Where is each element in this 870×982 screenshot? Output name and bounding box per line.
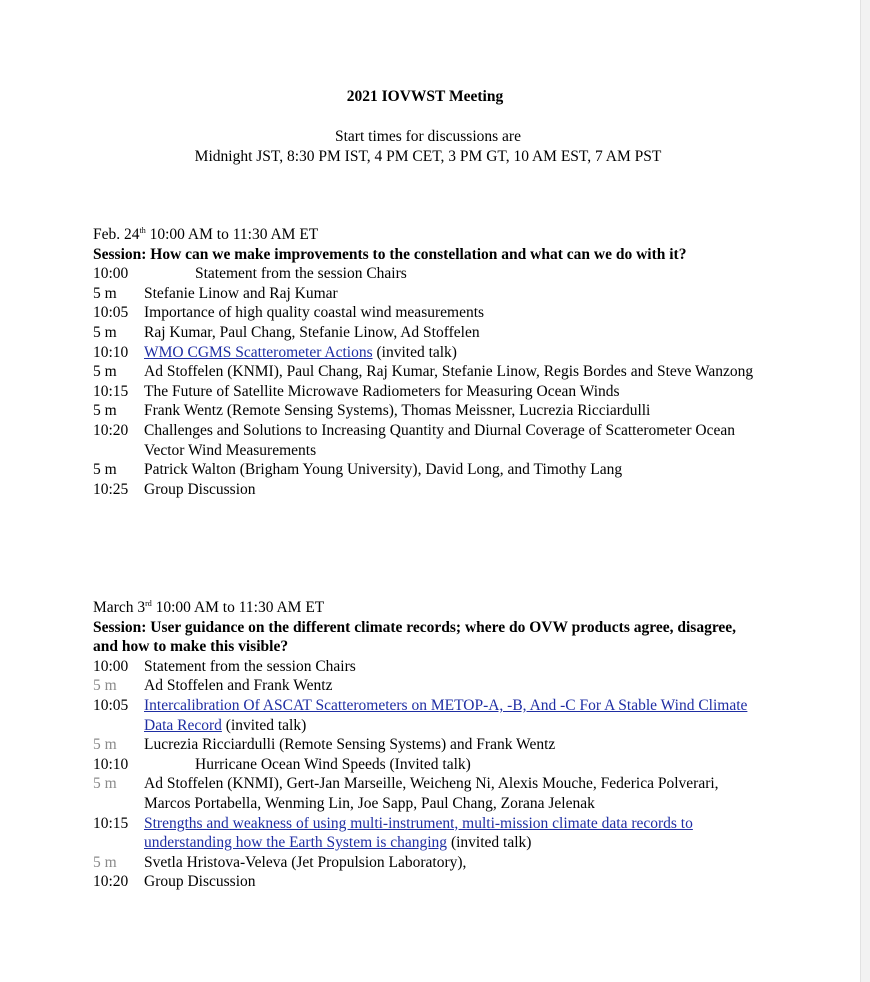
agenda-time: 5 m (93, 323, 117, 341)
agenda-time: 10:10 (93, 755, 129, 773)
agenda-row (93, 421, 763, 460)
session-date-part: 10:00 AM to 11:30 AM ET (145, 226, 319, 243)
agenda-row (93, 735, 763, 755)
session-date-part: 10:00 AM to 11:30 AM ET (151, 599, 325, 616)
agenda-row (93, 696, 763, 735)
agenda-text: Lucrezia Ricciardulli (Remote Sensing Systems) and Frank Wentz (144, 736, 556, 754)
agenda-time: 5 m (93, 284, 117, 302)
agenda-text: Svetla Hristova-Veleva (Jet Propulsion Laboratory), (144, 853, 467, 871)
agenda-text: (invited talk) (447, 834, 532, 852)
agenda-text: Frank Wentz (Remote Sensing Systems), Thomas Meissner, Lucrezia Ricciardulli (144, 402, 651, 420)
agenda-row (93, 814, 763, 853)
agenda-text: Ad Stoffelen and Frank Wentz (144, 677, 333, 695)
session-feb-24 (93, 225, 763, 499)
agenda-text: Challenges and Solutions to Increasing Quantity and Diurnal Coverage of Scatterometer Ocean Vector Wind Measurements (144, 421, 735, 459)
agenda-row (93, 657, 763, 677)
agenda-time: 10:10 (93, 343, 129, 361)
agenda-time: 10:20 (93, 421, 129, 439)
session-title: Session: User guidance on the different climate records; where do OVW products agree, disagree, and how to make this visible? (93, 618, 737, 656)
agenda-row (93, 284, 763, 304)
agenda-time: 10:15 (93, 382, 129, 400)
agenda-row (93, 480, 763, 500)
agenda-text: Raj Kumar, Paul Chang, Stefanie Linow, Ad Stoffelen (144, 323, 480, 341)
climate-data-records-talk-link[interactable]: Strengths and weakness of using multi-instrument, multi-mission climate data records to understanding how the Earth System is changing (144, 814, 693, 852)
agenda-time: 5 m (93, 853, 117, 871)
agenda-text: (invited talk) (372, 343, 457, 361)
agenda-time: 5 m (93, 402, 117, 420)
session-date-part: March 3 (93, 599, 146, 616)
session-title: Session: How can we make improvements to the constellation and what can we do with it? (93, 245, 687, 263)
session-date (93, 598, 763, 618)
page-edge-scroll-gutter (860, 0, 870, 982)
agenda-row (93, 853, 763, 873)
agenda-row (93, 401, 763, 421)
agenda-text: (invited talk) (221, 716, 307, 734)
agenda-row (93, 362, 763, 382)
agenda-time: 10:05 (93, 304, 129, 322)
intro-line: Start times for discussions are (335, 128, 521, 145)
agenda-time: 5 m (93, 363, 117, 381)
agenda-text: Group Discussion (144, 480, 256, 498)
agenda-text: Importance of high quality coastal wind measurements (144, 304, 485, 322)
agenda-time: 10:00 (93, 657, 129, 675)
agenda-time: 5 m (93, 736, 117, 754)
agenda-row (93, 303, 763, 323)
session-date-part: Feb. 24 (93, 226, 140, 243)
agenda-text: Ad Stoffelen (KNMI), Paul Chang, Raj Kumar, Stefanie Linow, Regis Bordes and Steve Wanzong (144, 363, 754, 381)
session-date-part: rd (145, 599, 152, 608)
session-date (93, 225, 763, 245)
agenda-row (93, 774, 763, 813)
agenda-row (93, 676, 763, 696)
agenda-time: 10:15 (93, 814, 129, 832)
session-date-part: th (139, 226, 146, 235)
agenda-text: Statement from the session Chairs (144, 657, 356, 675)
agenda-row (93, 382, 763, 402)
agenda-time: 10:25 (93, 480, 129, 498)
time-zones-line: Midnight JST, 8:30 PM IST, 4 PM CET, 3 PM GT, 10 AM EST, 7 AM PST (194, 147, 662, 165)
agenda-time: 10:20 (93, 873, 129, 891)
agenda-text: The Future of Satellite Microwave Radiometers for Measuring Ocean Winds (144, 382, 620, 400)
agenda-time: 5 m (93, 461, 117, 479)
agenda-row (93, 323, 763, 343)
ascat-intercalibration-talk-link[interactable]: Intercalibration Of ASCAT Scatterometers on METOP-A, -B, And -C For A Stable Wind Climate Data Record (144, 696, 748, 734)
session-march-3 (93, 598, 763, 892)
agenda-text: Stefanie Linow and Raj Kumar (144, 284, 338, 302)
agenda-row (93, 264, 763, 284)
agenda-text: Statement from the session Chairs (195, 265, 407, 283)
agenda-row (93, 343, 763, 363)
agenda-text: Patrick Walton (Brigham Young University), David Long, and Timothy Lang (144, 461, 623, 479)
agenda-row (93, 460, 763, 480)
agenda-text: Hurricane Ocean Wind Speeds (Invited talk) (195, 755, 471, 773)
agenda-row (93, 755, 763, 775)
agenda-row (93, 872, 763, 892)
agenda-time: 10:05 (93, 696, 129, 714)
agenda-time: 5 m (93, 775, 117, 793)
agenda-time: 5 m (93, 677, 117, 695)
page-title: 2021 IOVWST Meeting (346, 88, 504, 105)
agenda-time: 10:00 (93, 265, 129, 283)
intro-block (0, 127, 856, 166)
agenda-text: Group Discussion (144, 873, 256, 891)
wmo-cgms-talk-link[interactable]: WMO CGMS Scatterometer Actions (144, 343, 373, 361)
agenda-text: Ad Stoffelen (KNMI), Gert-Jan Marseille, Weicheng Ni, Alexis Mouche, Federica Polverari, Marcos Portabella, Wenming Lin, Joe Sapp, Paul Chang, Zorana Jelenak (144, 775, 719, 812)
